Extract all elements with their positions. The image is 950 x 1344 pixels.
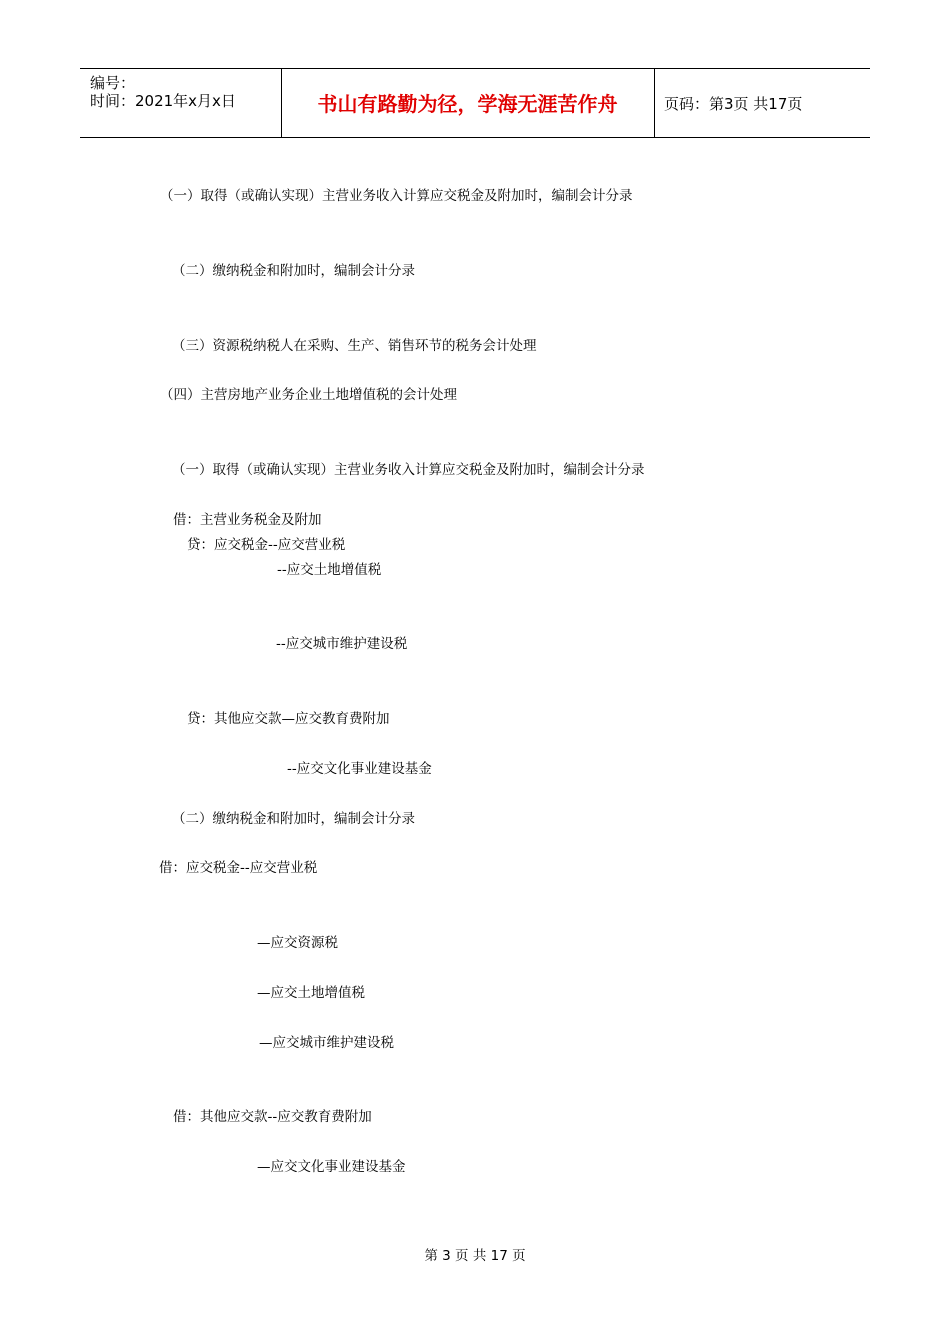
text-line: --应交文化事业建设基金 xyxy=(287,761,432,777)
text-line: --应交土地增值税 xyxy=(277,562,382,578)
header-left-cell xyxy=(80,69,282,137)
text-line: 借：应交税金--应交营业税 xyxy=(159,860,318,876)
header-motto-cell xyxy=(281,69,655,137)
text-line: —应交文化事业建设基金 xyxy=(257,1159,406,1175)
text-line: （四）主营房地产业务企业土地增值税的会计处理 xyxy=(160,387,457,403)
text-line: 贷：应交税金--应交营业税 xyxy=(187,537,346,553)
text-line: —应交城市维护建设税 xyxy=(259,1035,394,1051)
text-line: —应交资源税 xyxy=(257,935,338,951)
motto: 书山有路勤为径，学海无涯苦作舟 xyxy=(317,92,618,116)
header-right-cell xyxy=(655,69,870,137)
page-footer: 第 3 页 共 17 页 xyxy=(424,1248,526,1264)
text-line: 借：主营业务税金及附加 xyxy=(173,512,322,528)
text-line: --应交城市维护建设税 xyxy=(276,636,408,652)
text-line: （二）缴纳税金和附加时，编制会计分录 xyxy=(172,263,415,279)
text-line: （二）缴纳税金和附加时，编制会计分录 xyxy=(172,811,415,827)
page-header xyxy=(80,68,870,138)
text-line: （一）取得（或确认实现）主营业务收入计算应交税金及附加时，编制会计分录 xyxy=(172,462,645,478)
text-line: —应交土地增值税 xyxy=(257,985,365,1001)
text-line: 借：其他应交款--应交教育费附加 xyxy=(173,1109,372,1125)
date-label: 时间：2021年x月x日 xyxy=(90,92,236,110)
text-line: 贷：其他应交款—应交教育费附加 xyxy=(187,711,390,727)
serial-label: 编号： xyxy=(90,74,136,92)
text-line: （一）取得（或确认实现）主营业务收入计算应交税金及附加时，编制会计分录 xyxy=(160,188,633,204)
text-line: （三）资源税纳税人在采购、生产、销售环节的税务会计处理 xyxy=(172,338,537,354)
page-label: 页码：第3页 共17页 xyxy=(664,95,803,113)
